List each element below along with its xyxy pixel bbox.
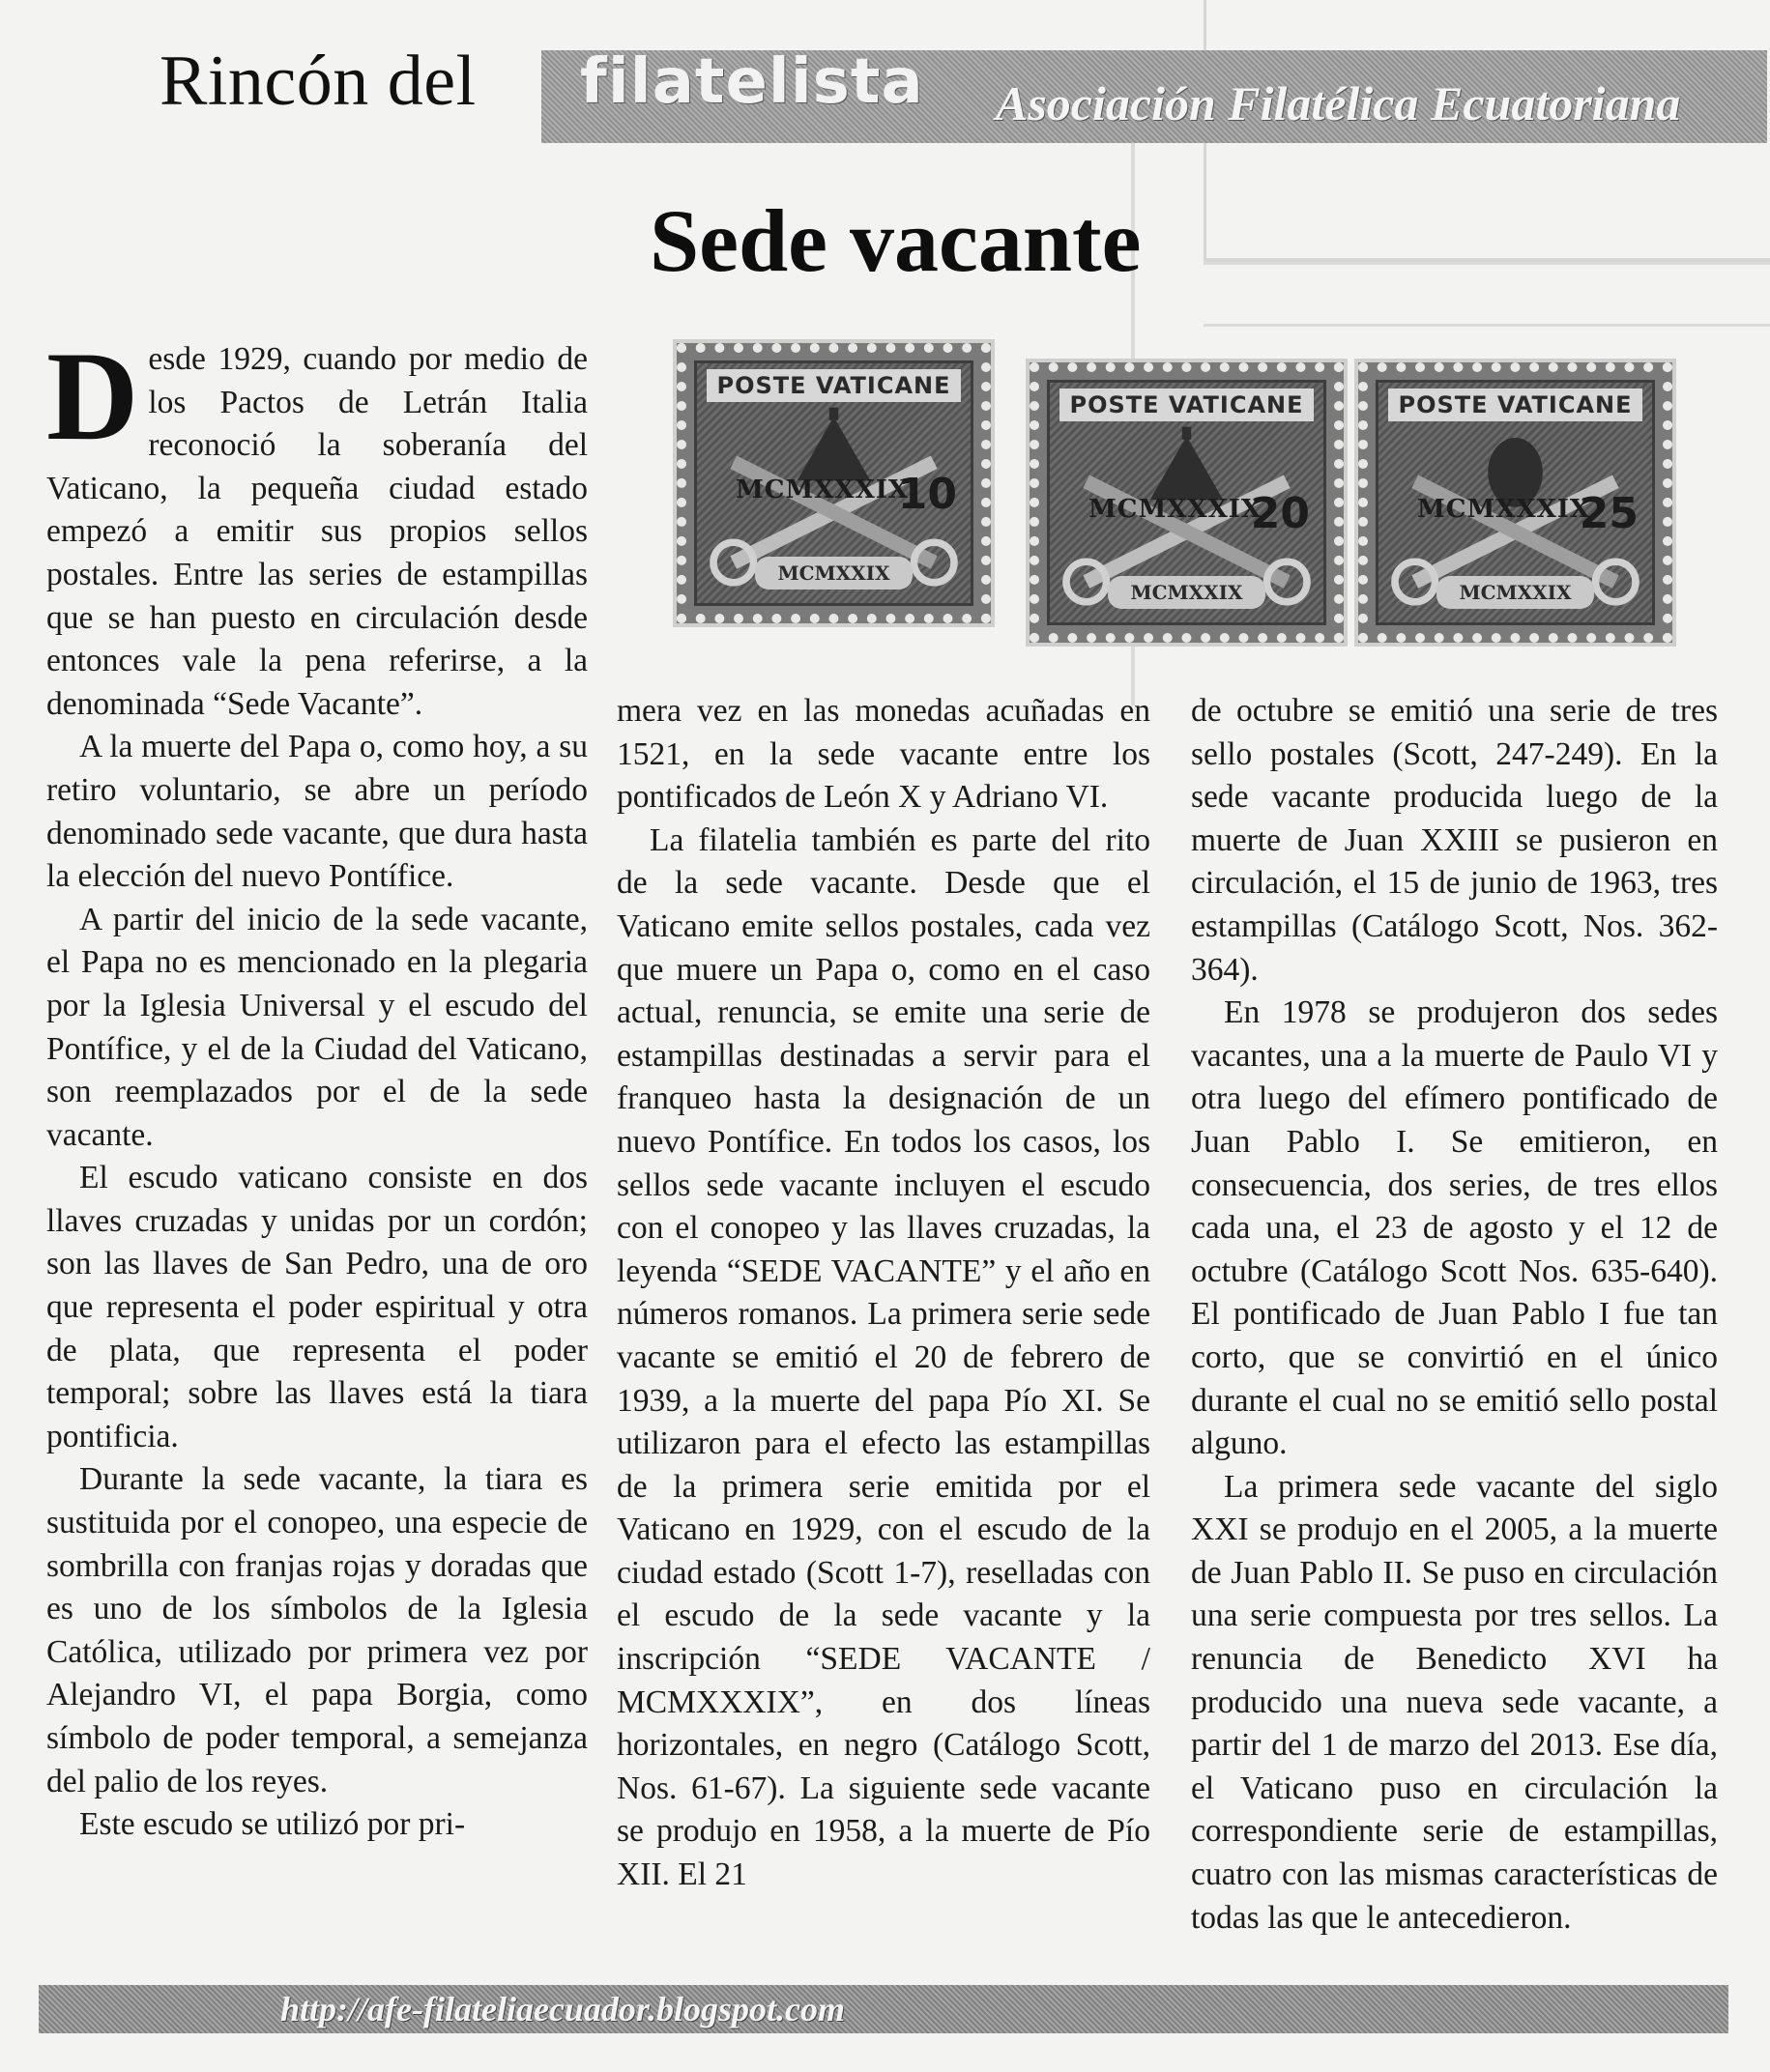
footer-url: http://afe-filateliaecuador.blogspot.com — [280, 1990, 845, 2029]
paragraph: Este escudo se utilizó por pri- — [79, 1806, 466, 1843]
bleed-through-rule — [1204, 261, 1770, 265]
article-column-1 — [46, 325, 588, 1847]
stamp-image — [677, 343, 991, 623]
paragraph: A la muerte del Papa o, como hoy, a su retiro voluntario, se abre un período denominado sede vacante, que dura hasta la elección del nuevo Pontífice. — [46, 729, 588, 895]
stamp-field — [1376, 380, 1655, 625]
stamp-top-text: POSTE VATICANE — [1059, 388, 1314, 421]
stamp-top-text: POSTE VATICANE — [707, 369, 961, 402]
article-title: Sede vacante — [650, 191, 1142, 290]
article-column-2 — [617, 690, 1150, 1897]
stamp-bottom-text: MCMXXIX — [1436, 576, 1594, 609]
paragraph: mera vez en las monedas acuñadas en 1521, en la sede vacante entre los pontificados de León X y Adriano VI. — [617, 693, 1150, 816]
section-subtitle-word: filatelista — [580, 46, 924, 118]
paragraph: de octubre se emitió una serie de tres sello postales (Scott, 247-249). En la sede vacante producida luego de la muerte de Juan XXIII se pusieron en circulación, el 15 de junio de 1963, tres estampillas (Catálogo Scott, Nos. 362-364). — [1191, 693, 1718, 988]
stamp-images — [677, 343, 1730, 633]
section-title: Rincón del — [160, 42, 477, 121]
stamp-overprint-year: MCMXXXIX — [1417, 495, 1591, 524]
dropcap: D — [46, 325, 139, 467]
bleed-through-rule — [1204, 324, 1770, 327]
stamp-bottom-text: MCMXXIX — [1108, 576, 1265, 609]
stamp-top-text: POSTE VATICANE — [1388, 388, 1642, 421]
paragraph: El escudo vaticano consiste en dos llaves cruzadas y unidas por un cordón; son las llaves de San Pedro, una de oro que representa el poder espiritual y otra de plata, que representa el poder temporal; sobre las llaves está la tiara pontificia. — [46, 1160, 588, 1454]
paragraph: A partir del inicio de la sede vacante, el Papa no es mencionado en la plegaria por la Iglesia Universal y el escudo del Pontífice, y el de la Ciudad del Vaticano, son reemplazados por el de la sede vacante. — [46, 901, 588, 1153]
footer-band — [39, 1985, 1728, 2033]
association-name: Asociación Filatélica Ecuatoriana — [996, 76, 1681, 130]
stamp-value: 20 — [1250, 489, 1310, 538]
stamp-value: 10 — [897, 470, 957, 519]
paragraph — [46, 325, 588, 726]
paragraph: Durante la sede vacante, la tiara es sustituida por el conopeo, una especie de sombrilla con franjas rojas y doradas que es uno de los símbolos de la Iglesia Católica, utilizado por primera vez por Alejandro VI, el papa Borgia, como símbolo de poder temporal, a semejanza del palio de los reyes. — [46, 1461, 588, 1799]
stamp-field — [1047, 380, 1326, 625]
stamp-field — [694, 360, 973, 606]
paragraph: La filatelia también es parte del rito de la sede vacante. Desde que el Vaticano emite sellos postales, cada vez que muere un Papa o, como en el caso actual, renuncia, se emite una serie de estampillas destinadas a servir para el franqueo hasta la designación de un nuevo Pontífice. En todos los casos, los sellos sede vacante incluyen el escudo con el conopeo y las llaves cruzadas, la leyenda “SEDE VACANTE” y el año en números romanos. La primera serie sede vacante se emitió el 20 de febrero de 1939, a la muerte del papa Pío XI. Se utilizaron para el efecto las estampillas de la primera serie emitida por el Vaticano en 1929, con el escudo de la ciudad estado (Scott 1-7), reselladas con el escudo de la sede vacante y la inscripción “SEDE VACANTE / MCMXXXIX”, en dos líneas horizontales, en negro (Catálogo Scott, Nos. 61-67). La siguiente sede vacante se produjo en 1958, a la muerte de Pío XII. El 21 — [617, 821, 1150, 1893]
stamp-bottom-text: MCMXXIX — [755, 557, 913, 590]
stamp-overprint-year: MCMXXXIX — [736, 475, 910, 504]
stamp-image — [1030, 362, 1344, 643]
paragraph: La primera sede vacante del siglo XXI se produjo en el 2005, a la muerte de Juan Pablo II. Se puso en circulación una serie compuesta por tres sellos. La renuncia de Benedicto XVI ha producido una nueva sede vacante, a partir del 1 de marzo del 2013. Ese día, el Vaticano puso en circulación la correspondiente serie de estampillas, cuatro con las mismas características de todas las que le antecedieron. — [1191, 1468, 1718, 1936]
section-header — [39, 39, 1728, 145]
stamp-image — [1358, 362, 1672, 643]
article-column-3 — [1191, 690, 1718, 1940]
stamp-overprint-year: MCMXXXIX — [1088, 495, 1262, 524]
stamp-value: 25 — [1579, 489, 1639, 538]
paragraph: En 1978 se produjeron dos sedes vacantes, una a la muerte de Paulo VI y otra luego del efímero pontificado de Juan Pablo I. Se emitieron, en consecuencia, dos series, de tres ellos cada una, el 23 de agosto y el 12 de octubre (Catálogo Scott Nos. 635-640). El pontificado de Juan Pablo I fue tan corto, que se convirtió en el único durante el cual no se emitió sello postal alguno. — [1191, 994, 1718, 1462]
paragraph-text: esde 1929, cuando por medio de los Pactos de Letrán Italia reconoció la soberanía del Vaticano, la pequeña ciudad estado empezó a emitir sus propios sellos postales. Entre las series de estampillas que se han puesto en circulación desde entonces vale la pena referirse, a la denominada “Sede Vacante”. — [46, 341, 588, 722]
